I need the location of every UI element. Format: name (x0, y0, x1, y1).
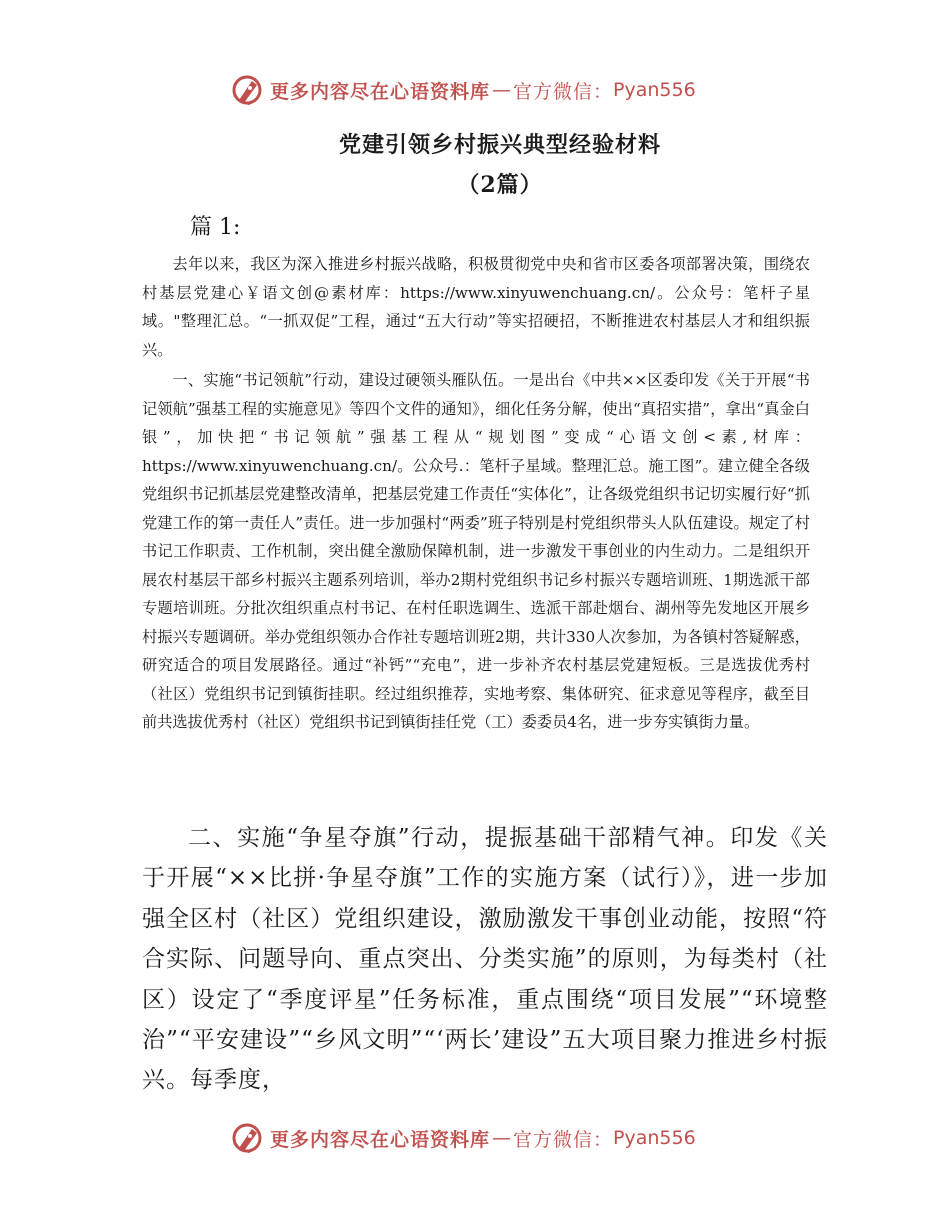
footer-banner (230, 1120, 730, 1156)
pen-nib-circle-icon (230, 1121, 264, 1155)
paragraph-text: 去年以来，我区为深入推进乡村振兴战略，积极贯彻党中央和省市区委各项部署决策，围绕农村基层党建心￥语文创@素材库：https://www.xinyuwenchuang.cn/。公众号：笔杆子星域。"整理汇总。“一抓双促”工程，通过“五大行动”等实招硬招，不断推进农村基层人才和组织振兴。 (142, 255, 810, 359)
document-title: 党建引领乡村振兴典型经验材料 (338, 132, 661, 158)
banner-wechat-label: 官方微信： (513, 1128, 614, 1151)
paragraph-intro (142, 250, 810, 364)
banner-main-text: 更多内容尽在心语资料库 (270, 1128, 491, 1151)
banner-wechat-label: 官方微信： (513, 80, 614, 103)
banner-dash: — (492, 79, 512, 101)
banner-wechat-id: Pyan556 (613, 1127, 696, 1149)
section-label: 篇 1: (190, 215, 241, 240)
paragraph-text: 二、实施“争星夺旗”行动，提振基础干部精气神。印发《关于开展“××比拼·争星夺旗”工作的实施方案（试行）》，进一步加强全区村（社区）党组织建设，激励激发干事创业动能，按照“符合实际、问题导向、重点突出、分类实施”的原则，为每类村（社区）设定了“季度评星”任务标准，重点围绕“项目发展”“环境整治”“平安建设”“乡风文明”“‘两长’建设”五大项目聚力推进乡村振兴。每季度， (142, 825, 828, 1094)
banner-dash: — (492, 1127, 512, 1149)
paragraph-section-two (142, 818, 828, 1101)
document-subtitle: （2篇） (457, 172, 543, 198)
pen-nib-circle-icon (230, 73, 264, 107)
paragraph-text: 一、实施“书记领航”行动，建设过硬领头雁队伍。一是出台《中共××区委印发《关于开展“书记领航”强基工程的实施意见》等四个文件的通知》，细化任务分解，使出“真招实措”，拿出“真金白银”，加快把“书记领航”强基工程从“规划图”变成“心语文创<素,材库：https://www.xinyuwenchuang.cn/。公众号.：笔杆子星域。整理汇总。施工图”。建立健全各级党组织书记抓基层党建整改清单，把基层党建工作责任“实体化”，让各级党组织书记切实履行好“抓党建工作的第一责任人”责任。进一步加强村“两委”班子特别是村党组织带头人队伍建设。规定了村书记工作职责、工作机制，突出健全激励保障机制，进一步激发干事创业的内生动力。二是组织开展农村基层干部乡村振兴主题系列培训，举办2期村党组织书记乡村振兴专题培训班、1期选派干部专题培训班。分批次组织重点村书记、在村任职选调生、选派干部赴烟台、湖州等先发地区开展乡村振兴专题调研。举办党组织领办合作社专题培训班2期，共计330人次参加，为各镇村答疑解惑，研究适合的项目发展路径。通过“补钙”“充电”，进一步补齐农村基层党建短板。三是选拔优秀村（社区）党组织书记到镇街挂职。经过组织推荐，实地考察、集体研究、征求意见等程序，截至目前共选拔优秀村（社区）党组织书记到镇街挂任党（工）委委员4名，进一步夯实镇街力量。 (142, 371, 810, 731)
banner-wechat-id: Pyan556 (613, 79, 696, 101)
banner-main-text: 更多内容尽在心语资料库 (270, 80, 491, 103)
header-banner (230, 72, 730, 108)
paragraph-section-one (142, 366, 810, 737)
